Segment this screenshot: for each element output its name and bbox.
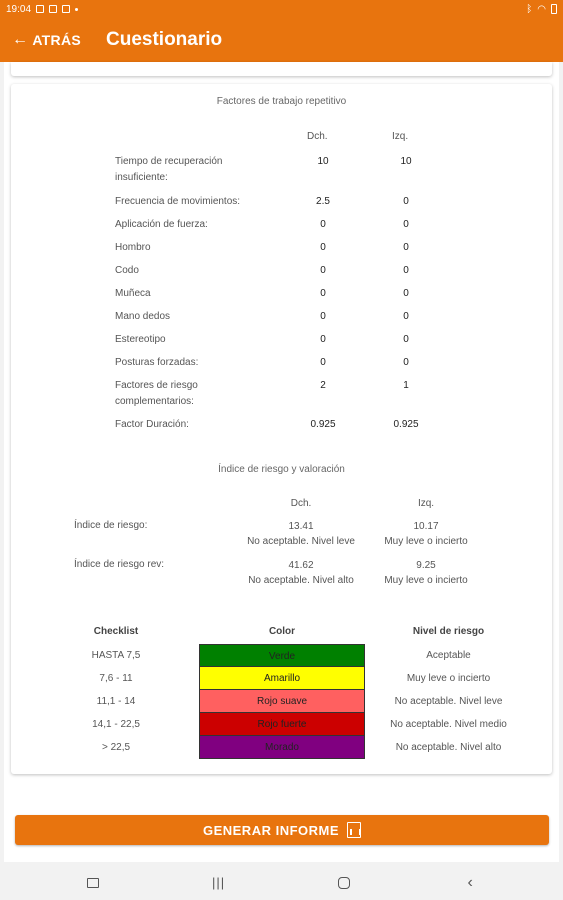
risk-level: No aceptable. Nivel medio xyxy=(390,719,507,730)
checklist-row xyxy=(11,736,552,759)
repetitive-row-dch: 10 xyxy=(317,156,329,167)
risk-level: No aceptable. Nivel alto xyxy=(395,742,502,753)
index-row-dch xyxy=(231,558,371,588)
scroll-content[interactable] xyxy=(4,62,559,862)
repetitive-row-label: Muñeca xyxy=(115,288,151,299)
back-nav-icon[interactable]: ‹ xyxy=(467,873,473,891)
index-valuation: No aceptable. Nivel leve xyxy=(247,536,355,547)
index-valuation: Muy leve o incierto xyxy=(384,536,468,547)
index-col-left: Izq. xyxy=(417,498,435,509)
report-chart-icon xyxy=(347,822,361,838)
color-swatch: Verde xyxy=(199,644,365,667)
back-button[interactable] xyxy=(0,31,81,49)
repetitive-row-izq: 10 xyxy=(400,156,412,167)
risk-level: Aceptable xyxy=(426,650,471,661)
index-row-izq xyxy=(356,558,496,588)
repetitive-row-dch: 0 xyxy=(320,242,326,253)
battery-icon xyxy=(551,4,557,14)
repetitive-row-dch: 0.925 xyxy=(310,419,336,430)
notification-icon xyxy=(49,5,57,13)
index-valuation: No aceptable. Nivel alto xyxy=(248,575,354,586)
index-value: 13.41 xyxy=(288,521,314,532)
repetitive-row xyxy=(115,154,445,188)
generate-report-button[interactable] xyxy=(15,815,549,845)
repetitive-row-dch: 0 xyxy=(320,311,326,322)
repetitive-row-label: Posturas forzadas: xyxy=(115,357,199,368)
repetitive-row-izq: 0 xyxy=(403,357,409,368)
repetitive-row-label: Estereotipo xyxy=(115,334,166,345)
checklist-range: 7,6 - 11 xyxy=(99,673,133,684)
wifi-icon: ◠ xyxy=(537,3,546,15)
index-row-dch xyxy=(231,519,371,549)
repetitive-row-label: Frecuencia de movimientos: xyxy=(115,196,241,207)
color-swatch: Morado xyxy=(199,736,365,759)
recent-apps-icon[interactable]: ||| xyxy=(212,875,226,890)
checklist-row xyxy=(11,690,552,713)
more-notifications-icon xyxy=(75,8,78,11)
bluetooth-icon: ᛒ xyxy=(526,3,533,15)
checklist-range: HASTA 7,5 xyxy=(91,650,141,661)
index-valuation: Muy leve o incierto xyxy=(384,575,468,586)
checklist-header: Checklist xyxy=(93,626,139,637)
checklist-range: 14,1 - 22,5 xyxy=(92,719,140,730)
repetitive-row-label: Hombro xyxy=(115,242,151,253)
app-bar xyxy=(0,18,563,62)
repetitive-col-right: Dch. xyxy=(307,131,328,142)
repetitive-row-izq: 0 xyxy=(403,265,409,276)
repetitive-row-dch: 0 xyxy=(320,288,326,299)
index-section-title: Índice de riesgo y valoración xyxy=(218,464,345,475)
repetitive-row-dch: 0 xyxy=(320,357,326,368)
repetitive-row-izq: 0 xyxy=(403,219,409,230)
arrow-left-icon: ← xyxy=(12,31,29,48)
checklist-row xyxy=(11,713,552,736)
screenshot-icon[interactable] xyxy=(83,875,103,891)
results-card xyxy=(11,84,552,774)
repetitive-row-dch: 0 xyxy=(320,334,326,345)
index-row-izq xyxy=(356,519,496,549)
index-row-label: Índice de riesgo: xyxy=(74,520,148,531)
repetitive-row-label: Factores de riesgo complementarios: xyxy=(115,380,198,407)
checklist-range: 11,1 - 14 xyxy=(96,696,136,707)
repetitive-section-title: Factores de trabajo repetitivo xyxy=(216,96,347,107)
index-col-right: Dch. xyxy=(290,498,312,509)
index-value: 41.62 xyxy=(288,560,314,571)
checklist-row xyxy=(11,667,552,690)
color-header: Color xyxy=(268,626,296,637)
repetitive-row-label: Mano dedos xyxy=(115,311,171,322)
repetitive-row-label: Codo xyxy=(115,265,139,276)
repetitive-row-dch: 0 xyxy=(320,265,326,276)
color-swatch: Rojo suave xyxy=(199,690,365,713)
home-icon[interactable] xyxy=(334,875,354,891)
repetitive-row-izq: 0 xyxy=(403,334,409,345)
risk-level: Muy leve o incierto xyxy=(406,673,491,684)
repetitive-row-izq: 0 xyxy=(403,288,409,299)
color-swatch: Rojo fuerte xyxy=(199,713,365,736)
repetitive-row-label: Factor Duración: xyxy=(115,419,189,430)
checklist-row xyxy=(11,644,552,667)
color-swatch: Amarillo xyxy=(199,667,365,690)
status-bar xyxy=(0,0,563,18)
repetitive-row xyxy=(115,417,445,451)
repetitive-row-dch: 0 xyxy=(320,219,326,230)
repetitive-row-izq: 0 xyxy=(403,311,409,322)
calendar-notification-icon xyxy=(62,5,70,13)
gallery-notification-icon xyxy=(36,5,44,13)
system-nav-bar xyxy=(0,865,563,900)
index-value: 10.17 xyxy=(413,521,439,532)
repetitive-row-izq: 0 xyxy=(403,196,409,207)
generate-report-label: GENERAR INFORME xyxy=(202,822,340,838)
index-value: 9.25 xyxy=(416,560,436,571)
repetitive-row-label: Aplicación de fuerza: xyxy=(115,219,208,230)
repetitive-row-izq: 0 xyxy=(403,242,409,253)
previous-card xyxy=(11,62,552,76)
repetitive-row xyxy=(115,378,445,412)
checklist-range: > 22,5 xyxy=(101,742,131,753)
index-row-label: Índice de riesgo rev: xyxy=(74,559,165,570)
repetitive-col-left: Izq. xyxy=(392,131,409,142)
risk-level: No aceptable. Nivel leve xyxy=(394,696,503,707)
repetitive-row-izq: 1 xyxy=(403,380,409,391)
repetitive-row-label: Tiempo de recuperación insuficiente: xyxy=(115,156,223,183)
status-time: 19:04 xyxy=(6,3,32,15)
repetitive-row-dch: 2.5 xyxy=(316,196,330,207)
repetitive-row-izq: 0.925 xyxy=(393,419,419,430)
nivel-header: Nivel de riesgo xyxy=(412,626,485,637)
page-title: Cuestionario xyxy=(106,29,223,50)
repetitive-row-dch: 2 xyxy=(320,380,326,391)
back-label: ATRÁS xyxy=(32,32,81,48)
